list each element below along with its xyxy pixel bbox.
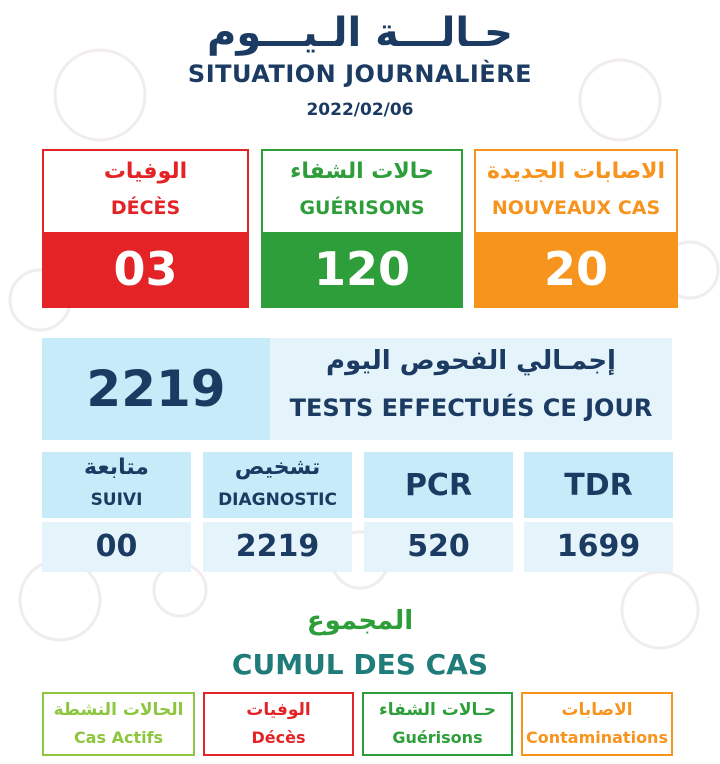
deaths-label: DÉCÈS bbox=[110, 197, 181, 219]
suivi-label: SUIVI bbox=[90, 490, 143, 510]
deaths-value: 03 bbox=[44, 232, 247, 306]
recoveries-label-arabic: حالات الشفاء bbox=[290, 159, 434, 184]
recoveries-value: 120 bbox=[263, 232, 461, 306]
new-cases-value: 20 bbox=[476, 232, 676, 306]
deaths-card bbox=[42, 149, 249, 308]
cumul-deaths-label: Décès bbox=[251, 728, 306, 747]
suivi-value: 00 bbox=[42, 522, 191, 572]
cumul-recoveries-box bbox=[362, 692, 513, 756]
cumul-title-arabic: المجموع bbox=[306, 606, 414, 636]
tdr-value: 1699 bbox=[524, 522, 673, 572]
tests-label: TESTS EFFECTUÉS CE JOUR bbox=[289, 394, 653, 422]
cumul-deaths-box bbox=[203, 692, 354, 756]
contaminations-label: Contaminations bbox=[526, 728, 668, 747]
cumul-title: CUMUL DES CAS bbox=[231, 648, 489, 681]
cumul-deaths-label-arabic: الوفيات bbox=[246, 700, 311, 720]
contaminations-box bbox=[521, 692, 673, 756]
deaths-label-arabic: الوفيات bbox=[103, 159, 188, 184]
active-cases-label: Cas Actifs bbox=[73, 728, 164, 747]
active-cases-box bbox=[42, 692, 195, 756]
suivi-label-arabic: متابعة bbox=[84, 455, 149, 480]
diagnostic-label: DIAGNOSTIC bbox=[218, 490, 337, 510]
cumul-recoveries-label: Guérisons bbox=[392, 728, 483, 747]
contaminations-label-arabic: الاصابات bbox=[561, 700, 633, 720]
new-cases-label-arabic: الاصابات الجديدة bbox=[486, 159, 666, 184]
tests-total-value: 2219 bbox=[42, 338, 270, 440]
recoveries-card bbox=[261, 149, 463, 308]
pcr-value: 520 bbox=[364, 522, 513, 572]
tdr-label: TDR bbox=[564, 468, 633, 503]
new-cases-card bbox=[474, 149, 678, 308]
recoveries-label: GUÉRISONS bbox=[299, 197, 425, 219]
diagnostic-label-arabic: تشخيص bbox=[234, 455, 321, 480]
report-date: 2022/02/06 bbox=[306, 100, 414, 120]
cumul-recoveries-label-arabic: حـالات الشفاء bbox=[379, 700, 496, 720]
pcr-label: PCR bbox=[404, 468, 473, 503]
page-title-arabic: حـالـــة الـيـــوم bbox=[207, 10, 513, 56]
active-cases-label-arabic: الحالات النشطة bbox=[53, 700, 184, 720]
page-title: SITUATION JOURNALIÈRE bbox=[187, 60, 533, 88]
diagnostic-value: 2219 bbox=[203, 522, 352, 572]
tests-label-arabic: إجمـالي الفحوص اليوم bbox=[326, 346, 616, 376]
new-cases-label: NOUVEAUX CAS bbox=[491, 197, 661, 219]
